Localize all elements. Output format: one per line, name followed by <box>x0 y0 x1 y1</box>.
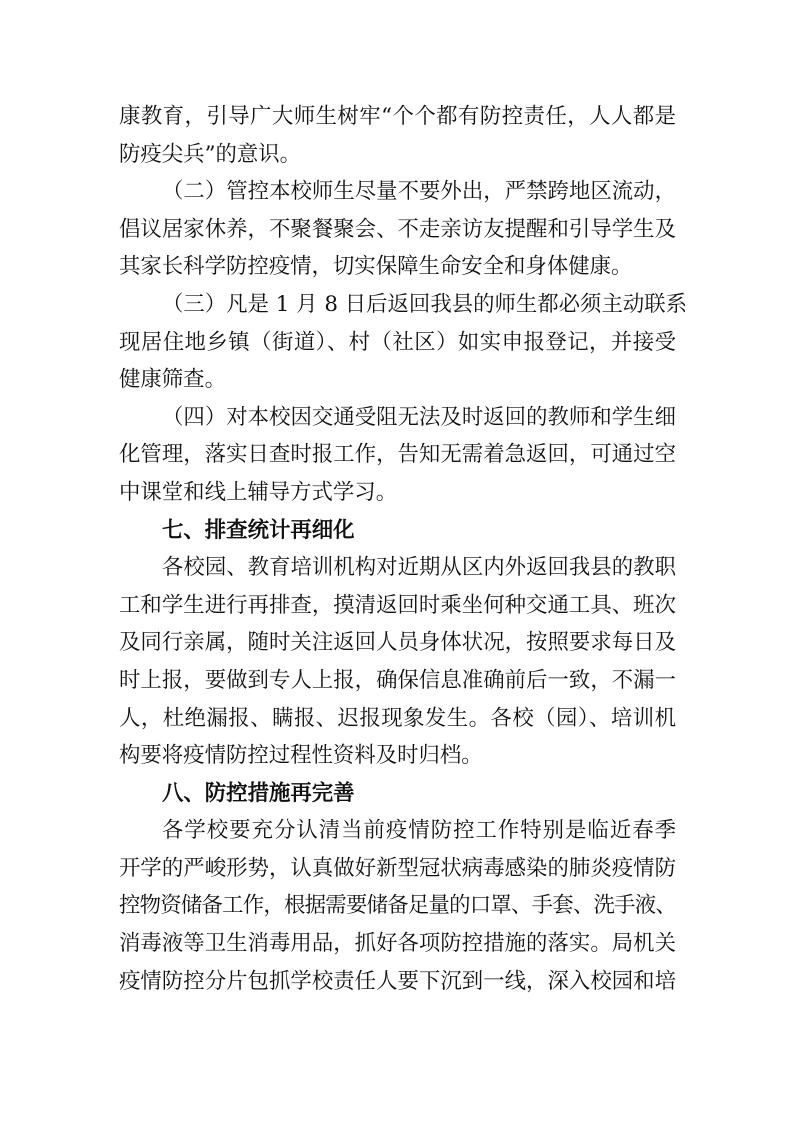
text-line: 时上报，要做到专人上报，确保信息准确前后一致，不漏一 <box>119 667 676 693</box>
paragraph-item-2 <box>119 173 676 286</box>
text-line: 康教育，引导广大师生树牢“个个都有防控责任，人人都是 <box>119 104 676 129</box>
text-line: 化管理，落实日查时报工作，告知无需着急返回，可通过空 <box>119 442 676 468</box>
text-line: 现居住地乡镇（街道）、村（社区）如实申报登记，并接受 <box>119 329 676 355</box>
text-line: （三）凡是 1 月 8 日后返回我县的师生都必须主动联系 <box>162 291 688 317</box>
text-line: 中课堂和线上辅导方式学习。 <box>119 479 398 505</box>
text-line: 消毒液等卫生消毒用品，抓好各项防控措施的落实。局机关 <box>119 931 676 957</box>
section-heading-8 <box>119 775 676 813</box>
text-line: 其家长科学防控疫情，切实保障生命安全和身体健康。 <box>119 254 633 280</box>
paragraph-item-3 <box>119 286 688 399</box>
text-line: 工和学生进行再排查，摸清返回时乘坐何种交通工具、班次 <box>119 592 676 618</box>
text-line: 人，杜绝漏报、瞒报、迟报现象发生。各校（园）、培训机 <box>119 705 676 731</box>
text-line: 构要将疫情防控过程性资料及时归档。 <box>119 743 483 769</box>
text-line: 防疫尖兵”的意识。 <box>119 141 302 167</box>
text-line: 倡议居家休养，不聚餐聚会、不走亲访友提醒和引导学生及 <box>119 216 676 242</box>
text-line: 疫情防控分片包抓学校责任人要下沉到一线，深入校园和培 <box>119 968 676 994</box>
section-heading-text: 八、防控措施再完善 <box>162 780 355 806</box>
text-line: 健康筛查。 <box>119 367 226 393</box>
text-line: 开学的严峻形势，认真做好新型冠状病毒感染的肺炎疫情防 <box>119 855 676 881</box>
section-heading-7 <box>119 512 676 550</box>
paragraph-section-8 <box>119 812 676 1000</box>
text-line: （四）对本校因交通受阻无法及时返回的教师和学生细 <box>162 404 676 430</box>
text-line: 各学校要充分认清当前疫情防控工作特别是临近春季 <box>162 818 676 844</box>
text-line: 及同行亲属，随时关注返回人员身体状况，按照要求每日及 <box>119 630 676 656</box>
paragraph-section-7 <box>119 549 676 775</box>
section-heading-text: 七、排查统计再细化 <box>162 517 355 543</box>
paragraph-health-education <box>119 98 676 173</box>
text-line: （二）管控本校师生尽量不要外出，严禁跨地区流动， <box>162 179 676 205</box>
text-line: 各校园、教育培训机构对近期从区内外返回我县的教职 <box>162 555 676 581</box>
paragraph-item-4 <box>119 399 676 512</box>
text-line: 控物资储备工作，根据需要储备足量的口罩、手套、洗手液、 <box>119 893 676 919</box>
